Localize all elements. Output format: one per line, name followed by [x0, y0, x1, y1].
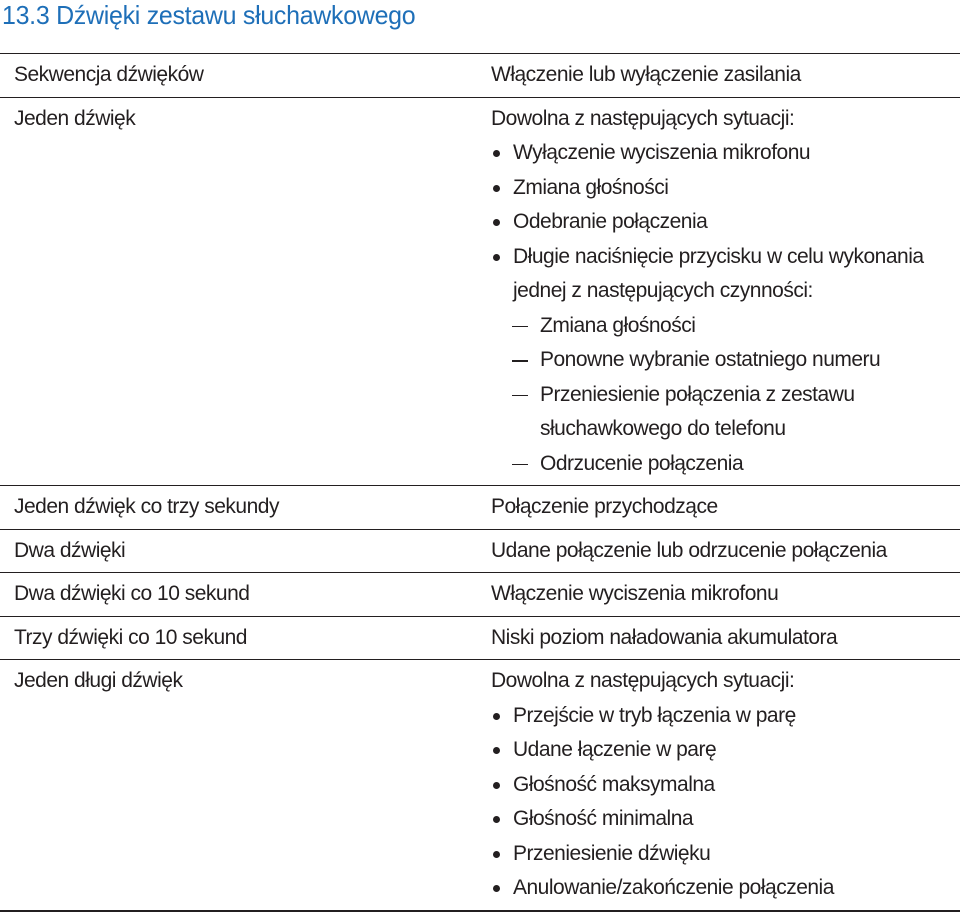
dash-item-continuation: słuchawkowego do telefonu	[540, 417, 786, 440]
bullet-item: Odebranie połączenia	[491, 205, 960, 240]
dash-item: Odrzucenie połączenia	[491, 447, 960, 482]
table-row	[0, 530, 960, 574]
meaning-cell	[477, 530, 960, 573]
sound-pattern-cell	[0, 660, 477, 910]
meaning-cell	[477, 54, 960, 97]
meaning-cell	[477, 98, 960, 486]
dash-item: Ponowne wybranie ostatniego numeru	[491, 343, 960, 378]
table-row	[0, 573, 960, 617]
bullet-item: Wyłączenie wyciszenia mikrofonu	[491, 136, 960, 171]
bullet-item: Zmiana głośności	[491, 171, 960, 206]
page-title: 13.3 Dźwięki zestawu słuchawkowego	[2, 0, 416, 30]
table-row	[0, 660, 960, 910]
table-row	[0, 617, 960, 661]
sounds-table	[0, 53, 960, 912]
meaning-text: Włączenie lub wyłączenie zasilania	[491, 63, 801, 86]
sound-pattern-cell	[0, 98, 477, 486]
sound-pattern-label: Sekwencja dźwięków	[14, 63, 204, 86]
dash-item: Przeniesienie połączenia z zestawu	[491, 378, 960, 413]
meaning-cell	[477, 573, 960, 616]
meaning-text: Udane połączenie lub odrzucenie połączenia	[491, 538, 887, 562]
meaning-text: Dowolna z następujących sytuacji:	[491, 106, 795, 130]
bullet-item-continuation: jednej z następujących czynności:	[513, 279, 813, 302]
bullet-item: Długie naciśnięcie przycisku w celu wykonania	[491, 240, 960, 275]
meaning-text: Dowolna z następujących sytuacji:	[491, 669, 795, 692]
sound-pattern-label: Trzy dźwięki co 10 sekund	[14, 625, 247, 649]
sound-pattern-label: Dwa dźwięki	[14, 538, 126, 562]
sound-pattern-cell	[0, 617, 477, 660]
table-row	[0, 98, 960, 487]
bullet-item: Głośność minimalna	[491, 802, 960, 837]
meaning-cell	[477, 486, 960, 529]
sound-pattern-label: Dwa dźwięki co 10 sekund	[14, 582, 250, 605]
meaning-text: Połączenie przychodzące	[491, 495, 718, 518]
sound-pattern-cell	[0, 54, 477, 97]
sound-pattern-label: Jeden długi dźwięk	[14, 669, 183, 692]
bullet-item: Przejście w tryb łączenia w parę	[491, 699, 960, 734]
sound-pattern-label: Jeden dźwięk co trzy sekundy	[14, 495, 279, 518]
dash-item: Zmiana głośności	[491, 309, 960, 344]
table-row	[0, 54, 960, 98]
meaning-cell	[477, 660, 960, 910]
bullet-item: Głośność maksymalna	[491, 768, 960, 803]
bullet-item: Anulowanie/zakończenie połączenia	[491, 871, 960, 906]
meaning-text: Niski poziom naładowania akumulatora	[491, 625, 838, 649]
bullet-item: Udane łączenie w parę	[491, 733, 960, 768]
sound-pattern-label: Jeden dźwięk	[14, 106, 136, 130]
meaning-text: Włączenie wyciszenia mikrofonu	[491, 582, 779, 605]
sound-pattern-cell	[0, 486, 477, 529]
table-row	[0, 486, 960, 530]
bullet-item: Przeniesienie dźwięku	[491, 837, 960, 872]
meaning-cell	[477, 617, 960, 660]
sound-pattern-cell	[0, 530, 477, 573]
sound-pattern-cell	[0, 573, 477, 616]
